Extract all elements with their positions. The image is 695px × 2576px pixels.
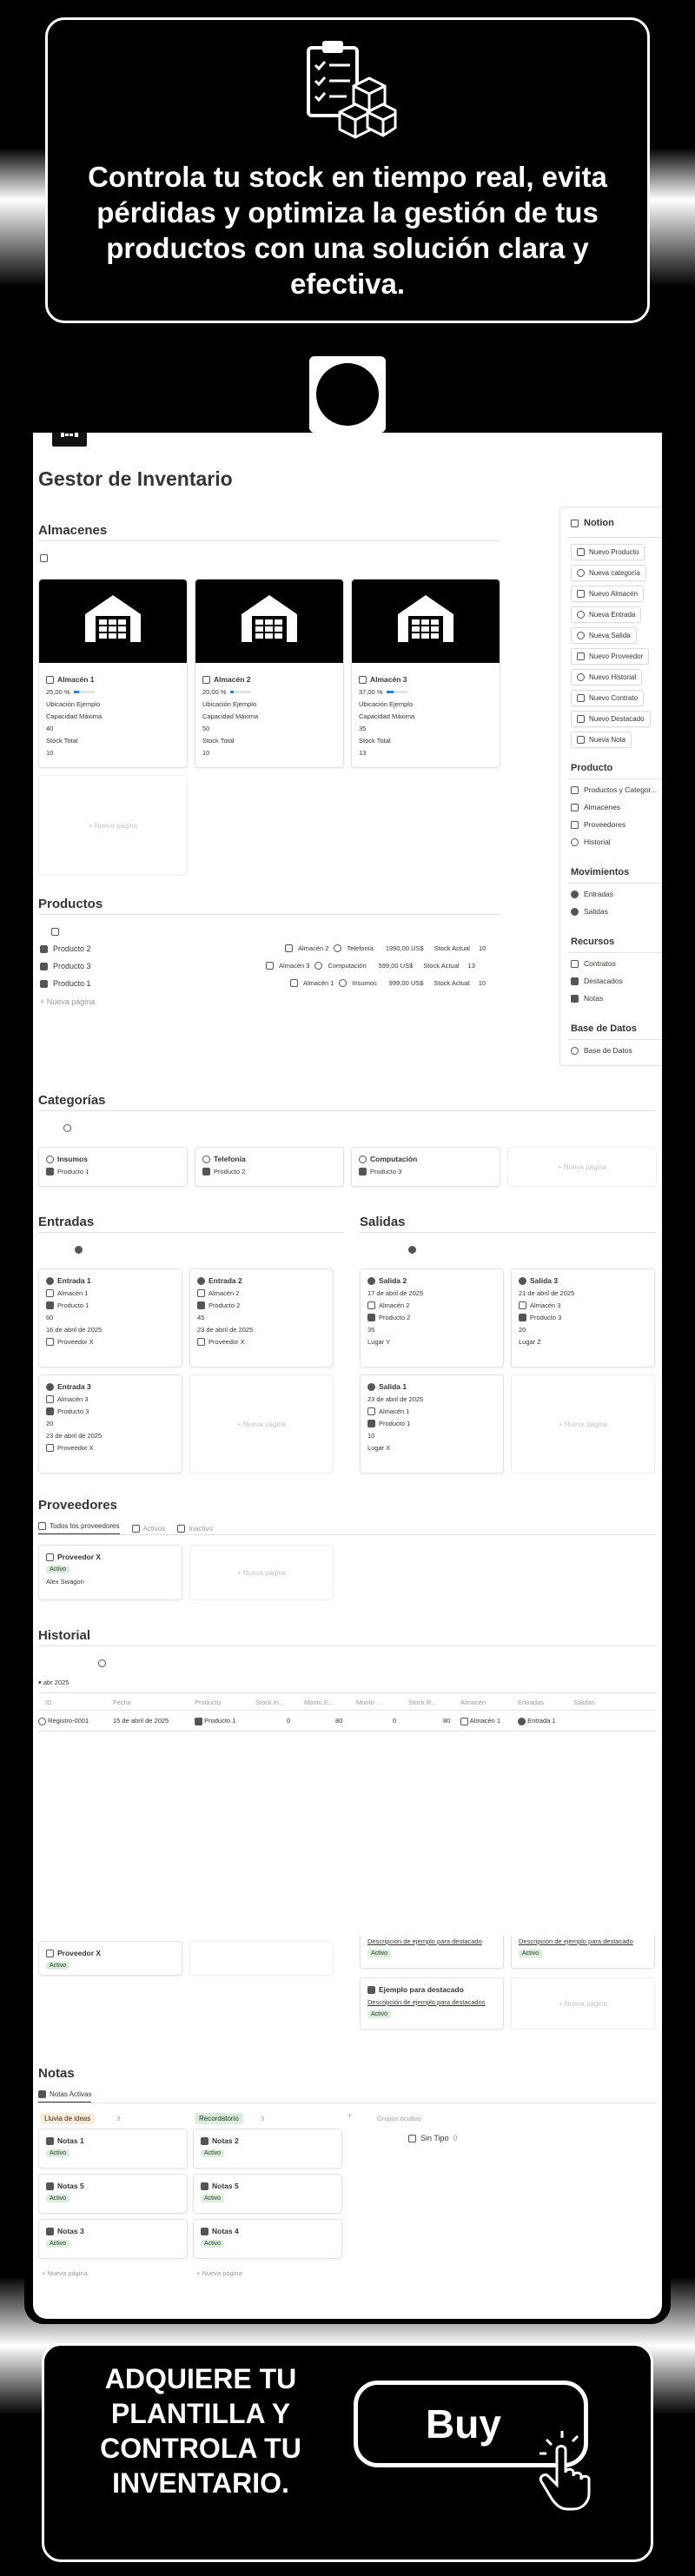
sidebar-item-products[interactable]: Productos y Categor... xyxy=(571,785,657,794)
category-card-2[interactable]: Telefonía Producto 2 xyxy=(195,1147,344,1187)
entry-icon xyxy=(75,1246,83,1254)
tab-notas-activas[interactable]: Notas Activas xyxy=(38,2090,91,2103)
tab-active[interactable]: Activos xyxy=(132,1522,166,1535)
note-card[interactable]: Notas 5 Activo xyxy=(193,2174,342,2214)
salidas-heading: Salidas xyxy=(360,1215,406,1229)
almacenes-heading: Almacenes xyxy=(38,523,108,538)
category-icon xyxy=(63,1124,71,1132)
new-page-button[interactable]: + Nueva página xyxy=(511,1374,655,1473)
historial-heading: Historial xyxy=(38,1628,91,1643)
entry-card-2[interactable]: Entrada 2 Almacén 2 Producto 2 45 23 de abril de 2025 Proveedor X xyxy=(189,1268,334,1367)
categorias-heading: Categorías xyxy=(38,1093,106,1108)
cell-almacen: Almacén 1 xyxy=(460,1717,500,1725)
sidebar-item-history[interactable]: Historial xyxy=(571,838,611,846)
tab-all-suppliers[interactable]: Todos los proveedores xyxy=(38,1522,120,1535)
new-page-button[interactable]: + Nueva página xyxy=(511,1977,655,2030)
sidebar-heading-movimientos: Movimientos xyxy=(571,867,630,877)
product-row[interactable]: Producto 2 xyxy=(40,944,91,953)
new-page-button[interactable]: + Nueva página xyxy=(507,1147,657,1187)
product-row-props: Almacén 3 Computación 599,00 US$ Stock Actual 13 xyxy=(266,962,475,970)
sidebar-heading-recursos: Recursos xyxy=(571,937,615,947)
note-card[interactable]: Notas 1 Activo xyxy=(38,2129,188,2169)
almacen-card-1[interactable]: Almacén 1 25,00 % Ubicación Ejemplo Capacidad Máxima 40 Stock Total 10 xyxy=(38,579,188,768)
cell-monto: 0 xyxy=(393,1717,397,1725)
col-monto[interactable]: Monto ... xyxy=(356,1699,382,1706)
category-card-3[interactable]: Computación Producto 3 xyxy=(351,1147,500,1187)
inventory-checklist-icon xyxy=(301,36,399,149)
new-contract-button[interactable]: Nuevo Contrato xyxy=(571,690,644,706)
sidebar-item-database[interactable]: Base de Datos xyxy=(571,1046,632,1055)
buy-button[interactable]: Buy xyxy=(354,2381,588,2467)
category-card-1[interactable]: Insumos Producto 1 xyxy=(38,1147,188,1187)
sidebar-item-notes[interactable]: Notas xyxy=(571,994,603,1003)
new-page-button[interactable]: + Nueva página xyxy=(38,775,188,876)
new-warehouse-button[interactable]: Nuevo Almacén xyxy=(571,586,644,602)
new-product-button[interactable]: Nuevo Producto xyxy=(571,544,645,560)
add-group-icon[interactable]: + xyxy=(348,2111,353,2120)
exit-card-3[interactable]: Salida 3 21 de abril de 2025 Almacén 3 Producto 3 20 Lugar Z xyxy=(511,1268,655,1367)
history-icon xyxy=(98,1659,106,1667)
notion-sidebar xyxy=(559,507,662,1066)
cta-banner xyxy=(42,2343,653,2562)
col-fecha[interactable]: Fecha xyxy=(113,1699,131,1706)
new-page-button[interactable] xyxy=(189,1941,334,1976)
cell-fecha: 15 de abril de 2025 xyxy=(113,1717,169,1725)
warehouse-icon xyxy=(352,579,500,663)
supplier-card[interactable]: Proveedor X Activo Alex Swagon xyxy=(38,1545,182,1600)
cta-text: ADQUIERE TU PLANTILLA Y CONTROLA TU INVENTARIO. xyxy=(100,2363,301,2499)
sidebar-item-highlights[interactable]: Destacados xyxy=(571,977,623,985)
new-highlight-button[interactable]: Nuevo Destacado xyxy=(571,711,651,727)
new-page-button[interactable]: + Nueva página xyxy=(40,997,96,1006)
product-row[interactable]: Producto 1 xyxy=(40,979,91,988)
note-card[interactable]: Notas 3 Activo xyxy=(38,2219,188,2259)
table-icon xyxy=(40,554,48,562)
cell-entrada: Entrada 1 xyxy=(518,1717,556,1725)
group-tag-ideas: Lluvia de ideas xyxy=(40,2113,95,2124)
new-supplier-button[interactable]: Nuevo Proveedor xyxy=(571,648,649,665)
hero-banner xyxy=(45,17,650,323)
supplier-card[interactable]: Proveedor X Activo xyxy=(38,1941,182,1976)
col-stock-r[interactable]: Stock R... xyxy=(408,1699,437,1706)
proveedores-heading: Proveedores xyxy=(38,1498,117,1513)
new-history-button[interactable]: Nuevo Historial xyxy=(571,669,642,685)
warehouse-page-icon xyxy=(50,433,89,448)
exit-card-2[interactable]: Salida 2 17 de abril de 2025 Almacén 2 Producto 2 35 Lugar Y xyxy=(360,1268,504,1367)
new-entry-button[interactable]: Nueva Entrada xyxy=(571,606,641,623)
exit-icon xyxy=(408,1246,416,1254)
pointer-hand-icon xyxy=(531,2424,609,2511)
highlight-card[interactable]: Ejemplo para destacado Descripción de ejemplo para destacados Activo xyxy=(360,1977,504,2030)
hero-text: Controla tu stock en tiempo real, evita pérdidas y optimiza la gestión de tus productos con una solución clara y efectiva. xyxy=(88,161,607,300)
new-page-button[interactable]: + Nueva página xyxy=(196,2269,242,2277)
sidebar-item-entries[interactable]: Entradas xyxy=(571,890,613,898)
notion-icon xyxy=(571,520,579,527)
sidebar-item-exits[interactable]: Salidas xyxy=(571,907,608,916)
hidden-groups[interactable]: Grupos ocultos xyxy=(377,2115,421,2122)
highlight-card[interactable]: Descripción de ejemplo para destacado Activo xyxy=(511,1936,655,1969)
note-card[interactable]: Notas 2 Activo xyxy=(193,2129,342,2169)
product-row-props: Almacén 1 Insumos 999,00 US$ Stock Actual 10 xyxy=(290,979,486,987)
sidebar-title: Notion xyxy=(584,518,614,528)
almacen-card-3[interactable]: Almacén 3 37,00 % Ubicación Ejemplo Capacidad Máxima 35 Stock Total 13 xyxy=(351,579,500,768)
table-row[interactable]: Registro-0001 xyxy=(38,1717,89,1725)
new-exit-button[interactable]: Nueva Salida xyxy=(571,627,637,644)
sidebar-item-suppliers[interactable]: Proveedores xyxy=(571,820,626,829)
warehouse-icon xyxy=(39,579,187,663)
new-page-button[interactable]: + Nueva página xyxy=(189,1374,334,1473)
col-monto-e[interactable]: Monto E... xyxy=(304,1699,334,1706)
product-row-props: Almacén 2 Telefonía 1990,00 US$ Stock Actual 10 xyxy=(285,944,486,952)
cell-stock-in: 0 xyxy=(287,1717,291,1725)
sidebar-heading-base: Base de Datos xyxy=(571,1023,637,1034)
tab-inactive[interactable]: Inactivo xyxy=(177,1522,213,1535)
note-card[interactable]: Notas 5 Activo xyxy=(38,2174,188,2214)
col-almacen[interactable]: Almacén xyxy=(460,1699,486,1706)
entradas-heading: Entradas xyxy=(38,1215,95,1229)
highlight-card[interactable]: Descripción de ejemplo para destacado Activo xyxy=(360,1936,504,1969)
group-count: 3 xyxy=(261,2115,265,2122)
cell-stock-r: 80 xyxy=(443,1717,451,1725)
productos-heading: Productos xyxy=(38,897,103,911)
exit-card-1[interactable]: Salida 1 23 de abril de 2025 Almacén 1 Producto 1 10 Lugar X xyxy=(360,1374,504,1473)
new-page-button[interactable]: + Nueva página xyxy=(189,1545,334,1600)
notas-heading: Notas xyxy=(38,2066,75,2081)
entry-card-1[interactable]: Entrada 1 Almacén 1 Producto 1 60 16 de abril de 2025 Proveedor X xyxy=(38,1268,182,1367)
group-count: 3 xyxy=(116,2115,121,2122)
brand-logo xyxy=(309,356,386,433)
sidebar-item-contracts[interactable]: Contratos xyxy=(571,959,616,968)
col-id[interactable]: ID xyxy=(45,1699,52,1706)
col-stock-in[interactable]: Stock In... xyxy=(255,1699,285,1706)
product-row[interactable]: Producto 3 xyxy=(40,962,91,970)
group-tag-recordatorio: Recordatorio xyxy=(195,2113,243,2124)
group-toggle[interactable]: ▾ abr 2025 xyxy=(38,1679,70,1686)
entry-card-3[interactable]: Entrada 3 Almacén 3 Producto 3 20 23 de abril de 2025 Proveedor X xyxy=(38,1374,182,1473)
new-page-button[interactable]: + Nueva página xyxy=(42,2269,88,2277)
sidebar-heading-producto: Producto xyxy=(571,763,613,773)
col-salidas[interactable]: Salidas xyxy=(573,1699,595,1706)
new-category-button[interactable]: Nueva categoría xyxy=(571,565,646,581)
notion-page xyxy=(33,433,662,2319)
warehouse-icon xyxy=(195,579,343,663)
page-title: Gestor de Inventario xyxy=(38,467,233,490)
almacen-card-2[interactable]: Almacén 2 20,00 % Ubicación Ejemplo Capacidad Máxima 50 Stock Total 10 xyxy=(195,579,344,768)
product-icon xyxy=(51,928,59,936)
col-entradas[interactable]: Entradas xyxy=(518,1699,545,1706)
col-producto[interactable]: Producto xyxy=(195,1699,222,1706)
note-card[interactable]: Notas 4 Activo xyxy=(193,2219,342,2259)
cell-producto: Producto 1 xyxy=(195,1717,235,1725)
cell-monto-e: 80 xyxy=(335,1717,343,1725)
new-note-button[interactable]: Nueva Nota xyxy=(571,732,632,748)
sin-tipo-group[interactable]: Sin Tipo 0 xyxy=(408,2134,458,2142)
supplier-view-tabs xyxy=(38,1522,213,1535)
sidebar-item-warehouses[interactable]: Almacenes xyxy=(571,803,620,811)
